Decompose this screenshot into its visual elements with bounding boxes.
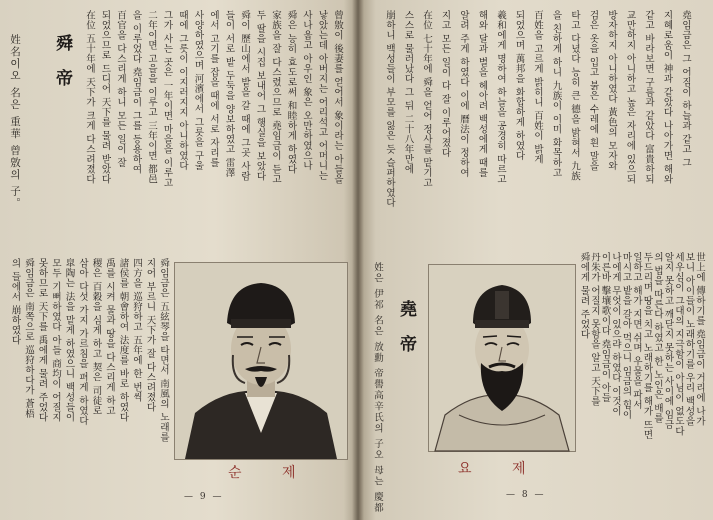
text-column: 해와 달과 별을 헤아려 백성에게 때를 [476, 10, 488, 178]
text-column: 타고 다녔다 능히 큰 德을 밝혀서 九族 [569, 10, 580, 182]
text-column: 못하므로 天下를 禹에게 물려 주었다 [36, 258, 48, 423]
text-column: 낳았는데 아버지는 어리석고 어머니는 [316, 10, 328, 181]
text-column: 堯임금은 그 어짐이 하늘과 같고 그 [680, 10, 691, 168]
text-column: 의 들에서 崩하였다 [9, 258, 21, 346]
text-column: 在位 五十年에 天下가 크게 다스려졌다 [84, 10, 95, 185]
text-column: 되었으며 萬邦을 화합하게 하였다 [513, 10, 525, 161]
text-column: 崩하니 백성들이 부모를 잃은 듯 슬퍼하였다 [384, 10, 395, 208]
portrait-shun-icon [174, 262, 348, 460]
text-column: 百官을 다스리게 하니 모든 일이 잘 [115, 10, 126, 168]
text-column: 在位 七十年에 舜을 얻어 정사를 맡기고 [421, 10, 432, 188]
text-column: 검은 옷을 입고 붉은 수레에 흰 말을 [587, 10, 599, 172]
portrait-yao-icon [428, 264, 576, 452]
text-column: 曾敫이 後妻를 얻어서 象이라는 아들을 [332, 10, 343, 185]
text-column: 스스로 물러났다 그 뒤 二十八年만에 [402, 10, 414, 175]
text-column: 마시고 밭을 갈아 먹으니 임금의 힘이 [620, 252, 632, 420]
text-column: 稷은 百穀을 심게 하고 契은 司徒로 [90, 258, 102, 416]
text-column: 四方을 巡狩하고 五年에 한 번씩 [131, 258, 142, 403]
right-upper-text [372, 10, 692, 242]
right-page-number: — 8 — [506, 490, 546, 500]
text-column: 일하고 해가 지면 쉬며 우물을 파서 [631, 252, 642, 410]
book-gutter [352, 0, 364, 520]
text-column: 지어 부르니 天下가 잘 다스려졌다 [144, 258, 156, 413]
text-column: 때에 그릇이 이지러지지 아니하였다 [177, 10, 188, 171]
left-upper-text [74, 10, 344, 250]
right-caption: 요 제 [458, 461, 544, 477]
text-column: 百姓을 고르게 밝히니 百姓이 밝게 [532, 10, 543, 165]
text-column: 舜에게 물려 주었다 [578, 252, 590, 340]
text-column: 을 이루었다 堯임금이 그를 등용하여 [130, 10, 142, 175]
right-name-line: 姓은 伊祁 名은 放勳 帝嚳高辛氏의 子오 母는 慶都 [372, 262, 383, 514]
text-column: 알지 못하고 깨닫지 못하는 사이에 임금 [662, 252, 674, 430]
right-lower-text [580, 252, 706, 458]
text-column: 皐陶는 法을 맡게 하였으니 백성들이 [63, 258, 75, 423]
text-column: 알려 주게 하였다 이에 曆法이 정하여 [458, 10, 469, 178]
left-page-number: — 9 — [184, 492, 224, 502]
text-column: 舜은 능히 효도로써 和睦하게 하였다 [285, 10, 297, 175]
text-column: 世上에 傳하기를 堯임금이 거리에 나가 [694, 252, 705, 427]
text-column: 이른바 擊壤歌이다 堯임금이 아들 [599, 252, 611, 403]
text-column: 諸侯를 朝會하여 法度를 바로 하였다 [117, 258, 129, 423]
text-column: 사양하였으며 河濱에서 그릇을 구울 [192, 10, 204, 171]
text-column: 에서 고기를 잡을 때에 서로 자리를 [208, 10, 219, 168]
text-column: 禹를 시켜 물과 땅을 다스리게 하고 [104, 258, 115, 416]
text-column: 舜임금은 南쪽으로 巡狩하다가 蒼梧 [23, 258, 34, 419]
right-chapter-title: 堯 帝 [396, 300, 416, 358]
text-column: 삼아 다섯 가지 가르침을 펴게 하였다 [77, 258, 88, 426]
text-column: 두 딸을 시집 보내어 그 행실을 보았다 [254, 10, 266, 182]
text-column: 지고 모든 일이 다 잘 이루어졌다 [439, 10, 451, 158]
text-column: 보니 아이들이 노래하기를 우리 백성을 [683, 252, 695, 427]
right-page [358, 0, 713, 520]
text-column: 사나웁고 아우인 象은 오만하였으나 [301, 10, 312, 171]
text-column: 家族을 잘 다스렸으므로 堯임금이 듣고 [270, 10, 281, 185]
text-column: 舜이 歷山에서 밭을 갈 때에 그곳 사람 [239, 10, 250, 182]
left-chapter-title: 舜 帝 [52, 34, 72, 92]
text-column: 丹朱가 어질지 못함을 알고 天下를 [589, 252, 600, 407]
text-column: 그가 사는 곳은 一年이면 마을을 이루고 [161, 10, 173, 188]
text-column: 교만하지 아니하고 높은 자리에 있으되 [624, 10, 636, 185]
text-column: 들이 서로 밭 두둑을 양보하였고 雷澤 [223, 10, 235, 178]
text-column: 두드리며 땅을 치고 노래하기를 해가 뜨면 [641, 252, 653, 440]
text-column: 지혜로움이 神과 같았다 나아가면 해와 [661, 10, 673, 185]
left-caption: 순 제 [228, 465, 314, 481]
text-column: 같고 바라보면 구름과 같았다 富貴하되 [643, 10, 654, 185]
left-name-line: 姓名이오 名은 重華 曾敫의 子。 [9, 34, 21, 210]
text-column: 되었으므로 드디어 天下를 물려 받았다 [99, 10, 111, 185]
text-column: 나에게 무엇이 있으랴 하였다 이것이 [610, 252, 621, 417]
text-column: 모두 기뻐하였다 아들 商均이 어질지 [50, 258, 61, 423]
text-column: 방자하지 아니하였다 黃色의 모자와 [606, 10, 617, 171]
text-column: 二年이면 고을을 이루고 三年이면 都邑 [146, 10, 157, 185]
text-column: 羲和에게 명하여 하늘을 공경히 따르고 [495, 10, 506, 185]
text-column: 세우심이 그대의 지극함이 아님이 없도다 [673, 252, 684, 437]
text-column: 을 친하게 하니 九族이 이미 화목하고 [550, 10, 562, 178]
text-column: 舜임금은 五絃琴을 타면서 南風의 노래를 [158, 258, 169, 443]
text-column: 의 법을 따른다 하였고 한 노인은 배를 [652, 252, 663, 424]
left-lower-text [8, 258, 170, 473]
